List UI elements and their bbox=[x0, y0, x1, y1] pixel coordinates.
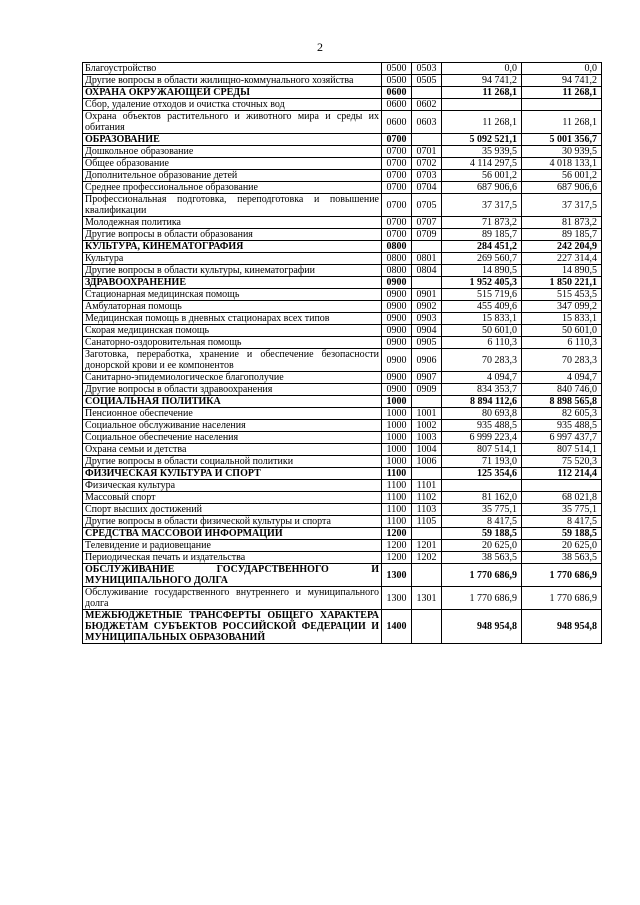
table-row bbox=[83, 182, 602, 194]
row-value2-cell: 112 214,4 bbox=[522, 468, 602, 480]
row-name-cell: Медицинская помощь в дневных стационарах всех типов bbox=[83, 313, 382, 325]
row-subsection-cell: 1301 bbox=[412, 587, 442, 610]
table-row bbox=[83, 408, 602, 420]
row-name-cell: Дополнительное образование детей bbox=[83, 170, 382, 182]
row-value2-cell: 1 770 686,9 bbox=[522, 564, 602, 587]
row-name-cell: Телевидение и радиовещание bbox=[83, 540, 382, 552]
row-value2-cell: 8 417,5 bbox=[522, 516, 602, 528]
row-value2-cell: 347 099,2 bbox=[522, 301, 602, 313]
row-value1-cell: 59 188,5 bbox=[442, 528, 522, 540]
row-value2-cell bbox=[522, 99, 602, 111]
row-subsection-cell: 0709 bbox=[412, 229, 442, 241]
row-value2-cell: 11 268,1 bbox=[522, 111, 602, 134]
row-value1-cell: 50 601,0 bbox=[442, 325, 522, 337]
row-section-cell: 1300 bbox=[382, 564, 412, 587]
row-value2-cell: 948 954,8 bbox=[522, 610, 602, 644]
table-row bbox=[83, 444, 602, 456]
row-section-cell: 0900 bbox=[382, 372, 412, 384]
row-subsection-cell bbox=[412, 468, 442, 480]
row-name-cell: Заготовка, переработка, хранение и обеспечение безопасности донорской крови и ее компонентов bbox=[83, 349, 382, 372]
row-subsection-cell: 0801 bbox=[412, 253, 442, 265]
table-row bbox=[83, 313, 602, 325]
row-subsection-cell: 1105 bbox=[412, 516, 442, 528]
table-row bbox=[83, 504, 602, 516]
row-name-cell: Другие вопросы в области социальной политики bbox=[83, 456, 382, 468]
row-value1-cell: 70 283,3 bbox=[442, 349, 522, 372]
row-name-cell: Дошкольное образование bbox=[83, 146, 382, 158]
row-value1-cell: 4 114 297,5 bbox=[442, 158, 522, 170]
row-value2-cell: 94 741,2 bbox=[522, 75, 602, 87]
table-row bbox=[83, 194, 602, 217]
table-row bbox=[83, 492, 602, 504]
row-subsection-cell bbox=[412, 610, 442, 644]
table-section-row bbox=[83, 134, 602, 146]
table-row bbox=[83, 325, 602, 337]
table-section-row bbox=[83, 396, 602, 408]
row-value1-cell bbox=[442, 480, 522, 492]
row-value2-cell: 4 018 133,1 bbox=[522, 158, 602, 170]
row-value1-cell: 6 999 223,4 bbox=[442, 432, 522, 444]
row-section-cell: 0700 bbox=[382, 217, 412, 229]
row-section-cell: 0900 bbox=[382, 313, 412, 325]
row-value1-cell: 71 873,2 bbox=[442, 217, 522, 229]
row-value1-cell: 284 451,2 bbox=[442, 241, 522, 253]
row-value2-cell: 70 283,3 bbox=[522, 349, 602, 372]
row-subsection-cell: 1003 bbox=[412, 432, 442, 444]
row-name-cell: Другие вопросы в области здравоохранения bbox=[83, 384, 382, 396]
table-row bbox=[83, 111, 602, 134]
row-value2-cell: 227 314,4 bbox=[522, 253, 602, 265]
row-name-cell: Обслуживание государственного внутреннего и муниципального долга bbox=[83, 587, 382, 610]
row-value2-cell: 1 770 686,9 bbox=[522, 587, 602, 610]
row-value1-cell: 80 693,8 bbox=[442, 408, 522, 420]
row-value1-cell bbox=[442, 99, 522, 111]
table-row bbox=[83, 158, 602, 170]
row-subsection-cell: 0707 bbox=[412, 217, 442, 229]
row-subsection-cell bbox=[412, 241, 442, 253]
row-section-cell: 0900 bbox=[382, 337, 412, 349]
row-value1-cell: 56 001,2 bbox=[442, 170, 522, 182]
row-section-cell: 0700 bbox=[382, 194, 412, 217]
row-value2-cell: 15 833,1 bbox=[522, 313, 602, 325]
table-row bbox=[83, 432, 602, 444]
row-subsection-cell: 0901 bbox=[412, 289, 442, 301]
row-name-cell: Социальное обслуживание населения bbox=[83, 420, 382, 432]
row-subsection-cell: 1202 bbox=[412, 552, 442, 564]
table-row bbox=[83, 289, 602, 301]
row-value1-cell: 269 560,7 bbox=[442, 253, 522, 265]
row-subsection-cell: 0902 bbox=[412, 301, 442, 313]
row-value1-cell: 125 354,6 bbox=[442, 468, 522, 480]
row-subsection-cell: 0505 bbox=[412, 75, 442, 87]
row-name-cell: Охрана объектов растительного и животного мира и среды их обитания bbox=[83, 111, 382, 134]
row-subsection-cell: 0702 bbox=[412, 158, 442, 170]
row-section-cell: 0800 bbox=[382, 265, 412, 277]
row-value2-cell: 6 997 437,7 bbox=[522, 432, 602, 444]
row-section-cell: 1100 bbox=[382, 480, 412, 492]
row-value1-cell: 8 894 112,6 bbox=[442, 396, 522, 408]
row-section-cell: 0600 bbox=[382, 87, 412, 99]
row-section-cell: 0500 bbox=[382, 75, 412, 87]
row-section-cell: 1200 bbox=[382, 552, 412, 564]
table-section-row bbox=[83, 277, 602, 289]
row-section-cell: 0600 bbox=[382, 111, 412, 134]
row-name-cell: Сбор, удаление отходов и очистка сточных вод bbox=[83, 99, 382, 111]
row-section-cell: 0700 bbox=[382, 146, 412, 158]
row-name-cell: Стационарная медицинская помощь bbox=[83, 289, 382, 301]
row-name-cell: Периодическая печать и издательства bbox=[83, 552, 382, 564]
row-value1-cell: 37 317,5 bbox=[442, 194, 522, 217]
row-value2-cell: 840 746,0 bbox=[522, 384, 602, 396]
row-subsection-cell: 0903 bbox=[412, 313, 442, 325]
row-value2-cell: 8 898 565,8 bbox=[522, 396, 602, 408]
row-section-cell: 1100 bbox=[382, 504, 412, 516]
row-value2-cell: 30 939,5 bbox=[522, 146, 602, 158]
row-subsection-cell: 1102 bbox=[412, 492, 442, 504]
table-row bbox=[83, 516, 602, 528]
row-name-cell: Профессиональная подготовка, переподготовка и повышение квалификации bbox=[83, 194, 382, 217]
row-name-cell: СРЕДСТВА МАССОВОЙ ИНФОРМАЦИИ bbox=[83, 528, 382, 540]
table-row bbox=[83, 384, 602, 396]
row-name-cell: ОБСЛУЖИВАНИЕ ГОСУДАРСТВЕННОГО И МУНИЦИПАЛЬНОГО ДОЛГА bbox=[83, 564, 382, 587]
row-section-cell: 0700 bbox=[382, 170, 412, 182]
row-value1-cell: 35 939,5 bbox=[442, 146, 522, 158]
row-section-cell: 0900 bbox=[382, 289, 412, 301]
row-section-cell: 1000 bbox=[382, 420, 412, 432]
budget-table-body bbox=[83, 63, 602, 644]
row-value2-cell: 81 873,2 bbox=[522, 217, 602, 229]
row-section-cell: 1000 bbox=[382, 444, 412, 456]
row-value2-cell: 59 188,5 bbox=[522, 528, 602, 540]
row-name-cell: Другие вопросы в области культуры, кинематографии bbox=[83, 265, 382, 277]
row-value2-cell: 14 890,5 bbox=[522, 265, 602, 277]
row-value2-cell: 0,0 bbox=[522, 63, 602, 75]
row-value2-cell: 6 110,3 bbox=[522, 337, 602, 349]
row-section-cell: 0900 bbox=[382, 301, 412, 313]
table-row bbox=[83, 99, 602, 111]
table-row bbox=[83, 63, 602, 75]
row-name-cell: Физическая культура bbox=[83, 480, 382, 492]
row-name-cell: ЗДРАВООХРАНЕНИЕ bbox=[83, 277, 382, 289]
table-row bbox=[83, 253, 602, 265]
row-subsection-cell bbox=[412, 134, 442, 146]
row-value2-cell: 68 021,8 bbox=[522, 492, 602, 504]
row-subsection-cell: 1006 bbox=[412, 456, 442, 468]
row-name-cell: ОХРАНА ОКРУЖАЮЩЕЙ СРЕДЫ bbox=[83, 87, 382, 99]
row-name-cell: КУЛЬТУРА, КИНЕМАТОГРАФИЯ bbox=[83, 241, 382, 253]
row-name-cell: СОЦИАЛЬНАЯ ПОЛИТИКА bbox=[83, 396, 382, 408]
row-name-cell: Другие вопросы в области физической культуры и спорта bbox=[83, 516, 382, 528]
row-value1-cell: 94 741,2 bbox=[442, 75, 522, 87]
row-subsection-cell: 0906 bbox=[412, 349, 442, 372]
row-name-cell: МЕЖБЮДЖЕТНЫЕ ТРАНСФЕРТЫ ОБЩЕГО ХАРАКТЕРА БЮДЖЕТАМ СУБЪЕКТОВ РОССИЙСКОЙ ФЕДЕРАЦИИ И МУНИЦИПАЛЬНЫХ ОБРАЗОВАНИЙ bbox=[83, 610, 382, 644]
row-value1-cell: 81 162,0 bbox=[442, 492, 522, 504]
table-row bbox=[83, 337, 602, 349]
row-value2-cell: 89 185,7 bbox=[522, 229, 602, 241]
row-name-cell: Массовый спорт bbox=[83, 492, 382, 504]
row-value1-cell: 89 185,7 bbox=[442, 229, 522, 241]
row-value2-cell: 20 625,0 bbox=[522, 540, 602, 552]
row-section-cell: 0900 bbox=[382, 384, 412, 396]
table-row bbox=[83, 480, 602, 492]
row-subsection-cell: 1201 bbox=[412, 540, 442, 552]
row-value1-cell: 6 110,3 bbox=[442, 337, 522, 349]
table-section-row bbox=[83, 564, 602, 587]
row-value1-cell: 20 625,0 bbox=[442, 540, 522, 552]
table-section-row bbox=[83, 528, 602, 540]
row-name-cell: Пенсионное обеспечение bbox=[83, 408, 382, 420]
row-subsection-cell: 0503 bbox=[412, 63, 442, 75]
row-value1-cell: 1 952 405,3 bbox=[442, 277, 522, 289]
row-section-cell: 1400 bbox=[382, 610, 412, 644]
row-value2-cell: 807 514,1 bbox=[522, 444, 602, 456]
row-subsection-cell: 0705 bbox=[412, 194, 442, 217]
table-section-row bbox=[83, 87, 602, 99]
row-value2-cell: 515 453,5 bbox=[522, 289, 602, 301]
row-section-cell: 1000 bbox=[382, 456, 412, 468]
row-value2-cell: 4 094,7 bbox=[522, 372, 602, 384]
row-value2-cell: 242 204,9 bbox=[522, 241, 602, 253]
row-value2-cell: 1 850 221,1 bbox=[522, 277, 602, 289]
row-section-cell: 0700 bbox=[382, 182, 412, 194]
row-value1-cell: 5 092 521,1 bbox=[442, 134, 522, 146]
row-value2-cell: 35 775,1 bbox=[522, 504, 602, 516]
row-value2-cell: 38 563,5 bbox=[522, 552, 602, 564]
row-subsection-cell: 0909 bbox=[412, 384, 442, 396]
row-subsection-cell: 0603 bbox=[412, 111, 442, 134]
row-section-cell: 1000 bbox=[382, 432, 412, 444]
row-value1-cell: 687 906,6 bbox=[442, 182, 522, 194]
row-section-cell: 0900 bbox=[382, 325, 412, 337]
table-row bbox=[83, 420, 602, 432]
row-value1-cell: 35 775,1 bbox=[442, 504, 522, 516]
budget-table bbox=[82, 62, 602, 644]
row-value2-cell: 5 001 356,7 bbox=[522, 134, 602, 146]
row-section-cell: 0700 bbox=[382, 134, 412, 146]
table-row bbox=[83, 587, 602, 610]
table-row bbox=[83, 349, 602, 372]
row-section-cell: 0800 bbox=[382, 241, 412, 253]
row-section-cell: 1300 bbox=[382, 587, 412, 610]
row-section-cell: 0500 bbox=[382, 63, 412, 75]
table-row bbox=[83, 301, 602, 313]
row-section-cell: 1000 bbox=[382, 408, 412, 420]
row-subsection-cell: 1101 bbox=[412, 480, 442, 492]
row-value1-cell: 515 719,6 bbox=[442, 289, 522, 301]
row-name-cell: Благоустройство bbox=[83, 63, 382, 75]
row-name-cell: Среднее профессиональное образование bbox=[83, 182, 382, 194]
row-section-cell: 1200 bbox=[382, 528, 412, 540]
row-subsection-cell bbox=[412, 564, 442, 587]
row-value2-cell: 37 317,5 bbox=[522, 194, 602, 217]
row-value1-cell: 11 268,1 bbox=[442, 111, 522, 134]
row-subsection-cell: 1002 bbox=[412, 420, 442, 432]
table-row bbox=[83, 456, 602, 468]
row-name-cell: Общее образование bbox=[83, 158, 382, 170]
table-row bbox=[83, 372, 602, 384]
row-subsection-cell bbox=[412, 87, 442, 99]
row-value1-cell: 11 268,1 bbox=[442, 87, 522, 99]
row-section-cell: 0900 bbox=[382, 349, 412, 372]
row-value2-cell: 687 906,6 bbox=[522, 182, 602, 194]
row-section-cell: 0900 bbox=[382, 277, 412, 289]
row-name-cell: Социальное обеспечение населения bbox=[83, 432, 382, 444]
table-row bbox=[83, 552, 602, 564]
row-value1-cell: 0,0 bbox=[442, 63, 522, 75]
row-section-cell: 1100 bbox=[382, 468, 412, 480]
row-section-cell: 0600 bbox=[382, 99, 412, 111]
row-subsection-cell: 0907 bbox=[412, 372, 442, 384]
row-name-cell: Культура bbox=[83, 253, 382, 265]
row-subsection-cell: 1004 bbox=[412, 444, 442, 456]
row-subsection-cell: 0904 bbox=[412, 325, 442, 337]
table-row bbox=[83, 540, 602, 552]
row-subsection-cell: 0905 bbox=[412, 337, 442, 349]
row-section-cell: 0800 bbox=[382, 253, 412, 265]
row-value1-cell: 4 094,7 bbox=[442, 372, 522, 384]
row-value1-cell: 935 488,5 bbox=[442, 420, 522, 432]
table-row bbox=[83, 170, 602, 182]
page-number: 2 bbox=[317, 40, 323, 54]
row-section-cell: 1100 bbox=[382, 516, 412, 528]
row-name-cell: Амбулаторная помощь bbox=[83, 301, 382, 313]
row-name-cell: Другие вопросы в области образования bbox=[83, 229, 382, 241]
table-row bbox=[83, 229, 602, 241]
row-value2-cell: 935 488,5 bbox=[522, 420, 602, 432]
row-section-cell: 1000 bbox=[382, 396, 412, 408]
row-value2-cell: 11 268,1 bbox=[522, 87, 602, 99]
row-subsection-cell bbox=[412, 396, 442, 408]
row-value1-cell: 948 954,8 bbox=[442, 610, 522, 644]
table-row bbox=[83, 217, 602, 229]
row-value1-cell: 8 417,5 bbox=[442, 516, 522, 528]
row-name-cell: Санитарно-эпидемиологическое благополучие bbox=[83, 372, 382, 384]
row-section-cell: 1100 bbox=[382, 492, 412, 504]
row-value2-cell bbox=[522, 480, 602, 492]
row-value1-cell: 71 193,0 bbox=[442, 456, 522, 468]
row-value1-cell: 834 353,7 bbox=[442, 384, 522, 396]
row-value1-cell: 14 890,5 bbox=[442, 265, 522, 277]
row-name-cell: Другие вопросы в области жилищно-коммунального хозяйства bbox=[83, 75, 382, 87]
row-section-cell: 1200 bbox=[382, 540, 412, 552]
row-subsection-cell: 0703 bbox=[412, 170, 442, 182]
row-subsection-cell: 1103 bbox=[412, 504, 442, 516]
table-section-row bbox=[83, 610, 602, 644]
row-section-cell: 0700 bbox=[382, 158, 412, 170]
row-section-cell: 0700 bbox=[382, 229, 412, 241]
row-value1-cell: 38 563,5 bbox=[442, 552, 522, 564]
row-name-cell: Скорая медицинская помощь bbox=[83, 325, 382, 337]
table-section-row bbox=[83, 241, 602, 253]
row-subsection-cell bbox=[412, 528, 442, 540]
row-value1-cell: 807 514,1 bbox=[442, 444, 522, 456]
row-value1-cell: 1 770 686,9 bbox=[442, 587, 522, 610]
table-row bbox=[83, 265, 602, 277]
row-name-cell: ОБРАЗОВАНИЕ bbox=[83, 134, 382, 146]
row-subsection-cell: 1001 bbox=[412, 408, 442, 420]
row-value2-cell: 50 601,0 bbox=[522, 325, 602, 337]
table-section-row bbox=[83, 468, 602, 480]
table-row bbox=[83, 146, 602, 158]
row-name-cell: ФИЗИЧЕСКАЯ КУЛЬТУРА И СПОРТ bbox=[83, 468, 382, 480]
row-subsection-cell: 0602 bbox=[412, 99, 442, 111]
row-value1-cell: 455 409,6 bbox=[442, 301, 522, 313]
row-name-cell: Санаторно-оздоровительная помощь bbox=[83, 337, 382, 349]
row-name-cell: Спорт высших достижений bbox=[83, 504, 382, 516]
row-name-cell: Молодежная политика bbox=[83, 217, 382, 229]
row-value2-cell: 82 605,3 bbox=[522, 408, 602, 420]
row-subsection-cell: 0701 bbox=[412, 146, 442, 158]
row-value1-cell: 15 833,1 bbox=[442, 313, 522, 325]
row-value1-cell: 1 770 686,9 bbox=[442, 564, 522, 587]
row-subsection-cell bbox=[412, 277, 442, 289]
row-subsection-cell: 0704 bbox=[412, 182, 442, 194]
row-name-cell: Охрана семьи и детства bbox=[83, 444, 382, 456]
row-value2-cell: 56 001,2 bbox=[522, 170, 602, 182]
row-value2-cell: 75 520,3 bbox=[522, 456, 602, 468]
row-subsection-cell: 0804 bbox=[412, 265, 442, 277]
table-row bbox=[83, 75, 602, 87]
